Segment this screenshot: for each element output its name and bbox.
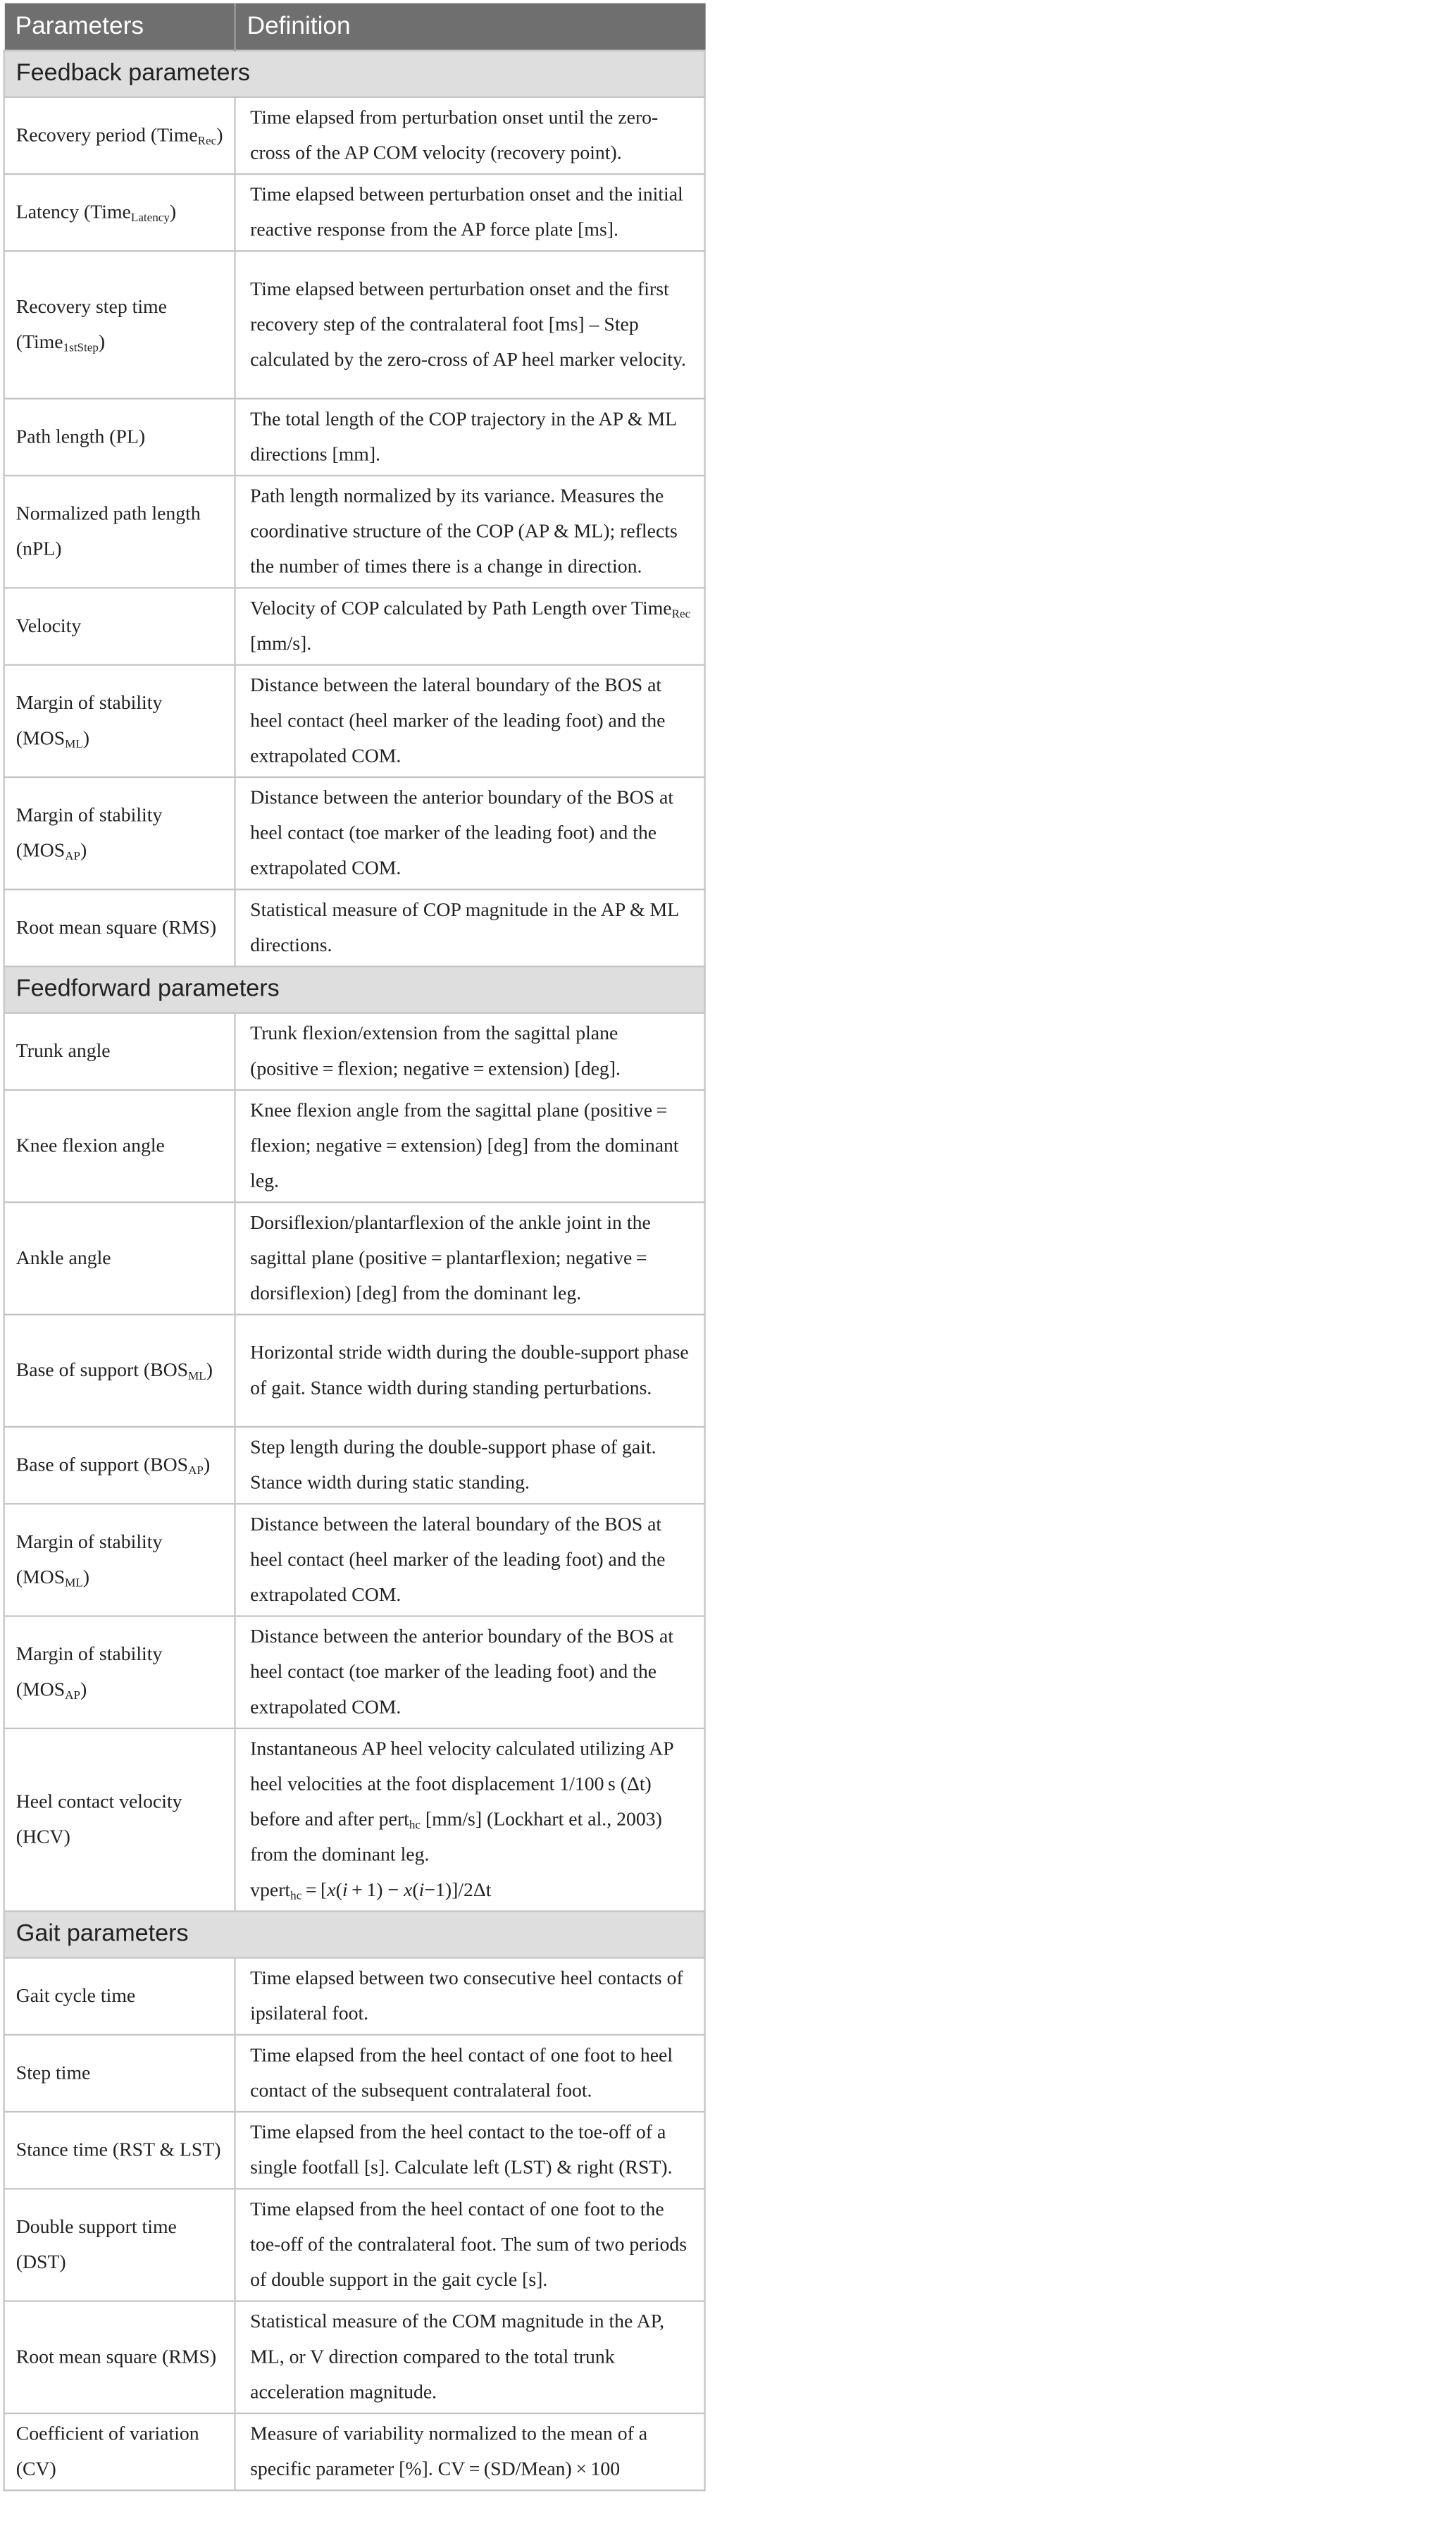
parameter-name: Stance time (RST & LST) [4,2112,235,2189]
parameter-definition: Distance between the anterior boundary of the BOS at heel contact (toe marker of the leading foot) and the extrapolated COM. [235,777,705,889]
table-row [4,665,705,777]
parameter-name: Ankle angle [4,1202,235,1314]
parameter-definition: Knee flexion angle from the sagittal plane (positive = flexion; negative = extension) [deg] from the dominant leg. [235,1090,705,1202]
parameter-definition: Distance between the lateral boundary of the BOS at heel contact (heel marker of the leading foot) and the extrapolated COM. [235,665,705,777]
section-gait [4,1911,705,1957]
parameter-name: Root mean square (RMS) [4,889,235,966]
parameter-name: Margin of stability $(MOS_{AP})$ [4,777,235,889]
parameter-definition: Time elapsed between perturbation onset and the first recovery step of the contralateral foot [ms] – Step calculated by the zero-cross of AP heel marker velocity. [235,251,705,398]
table-row [4,2189,705,2301]
parameter-definition: Distance between the anterior boundary of the BOS at heel contact (toe marker of the leading foot) and the extrapolated COM. [235,1616,705,1728]
parameter-definition: Dorsiflexion/plantarflexion of the ankle joint in the sagittal plane (positive = plantarflexion; negative = dorsiflexion) [deg] from the dominant leg. [235,1202,705,1314]
parameter-name: Step time [4,2035,235,2112]
table-header-row [4,4,705,51]
parameter-definition: Distance between the lateral boundary of the BOS at heel contact (heel marker of the leading foot) and the extrapolated COM. [235,1504,705,1616]
table-row [4,889,705,966]
parameter-definition: Trunk flexion/extension from the sagittal plane (positive = flexion; negative = extension) [deg]. [235,1013,705,1090]
table-row [4,399,705,476]
parameter-name: Path length (PL) [4,399,235,476]
table-row [4,476,705,588]
parameter-name: Heel contact velocity (HCV) [4,1728,235,1912]
table-row [4,2035,705,2112]
table-row [4,2413,705,2490]
table-row [4,1616,705,1728]
parameter-definition: Time elapsed from the heel contact of one foot to the toe-off of the contralateral foot. The sum of two periods of double support in the gait cycle [s]. [235,2189,705,2301]
parameter-definition: Time elapsed between two consecutive heel contacts of ipsilateral foot. [235,1957,705,2034]
parameter-name: Recovery period (Time$_{Rec}$) [4,97,235,174]
parameter-definition: Statistical measure of the COM magnitude in the AP, ML, or V direction compared to the total trunk acceleration magnitude. [235,2301,705,2413]
parameter-name: Recovery step time (Time$_{1stStep}$) [4,251,235,398]
table-row [4,97,705,174]
table-row [4,174,705,251]
parameter-name: Base of support $(BOS_{ML})$ [4,1315,235,1427]
hcv-formula: vpert$_{hc}$ = [x(i + 1) − x(i−1)]/2Δt [250,1878,492,1902]
table-row [4,588,705,664]
table-row [4,2112,705,2189]
parameter-definition: Path length normalized by its variance. Measures the coordinative structure of the COP (AP & ML); reflects the number of times there is a change in direction. [235,476,705,588]
table-row [4,1427,705,1504]
parameter-name: Velocity [4,588,235,664]
parameter-definition: Measure of variability normalized to the mean of a specific parameter [%]. CV = (SD/Mean) × 100 [235,2413,705,2490]
parameter-definition: Time elapsed from the heel contact to the toe-off of a single footfall [s]. Calculate left (LST) & right (RST). [235,2112,705,2189]
parameter-definition: Step length during the double-support phase of gait. Stance width during static standing. [235,1427,705,1504]
parameter-name: Latency (Time$_{Latency}$) [4,174,235,251]
parameter-name: Normalized path length (nPL) [4,476,235,588]
parameter-name: Base of support $(BOS_{AP})$ [4,1427,235,1504]
table-row [4,1957,705,2034]
parameter-name: Margin of stability $(MOS_{ML})$ [4,665,235,777]
parameter-definition: Statistical measure of COP magnitude in the AP & ML directions. [235,889,705,966]
parameter-name: Trunk angle [4,1013,235,1090]
section-feedback [4,51,705,97]
section-title: Gait parameters [4,1911,705,1957]
table-row [4,1315,705,1427]
parameter-name: Double support time (DST) [4,2189,235,2301]
parameter-name: Margin of stability $(MOS_{ML})$ [4,1504,235,1616]
parameters-table [4,4,706,2492]
header-parameters: Parameters [4,4,235,51]
parameter-definition: Time elapsed from perturbation onset until the zero-cross of the AP COM velocity (recovery point). [235,97,705,174]
table-row [4,1202,705,1314]
table-row [4,1090,705,1202]
parameter-name: Gait cycle time [4,1957,235,2034]
section-title: Feedback parameters [4,51,705,97]
table-row [4,1728,705,1912]
section-title: Feedforward parameters [4,967,705,1013]
table-row [4,1504,705,1616]
parameter-definition: Time elapsed between perturbation onset and the initial reactive response from the AP force plate [ms]. [235,174,705,251]
parameter-name: Knee flexion angle [4,1090,235,1202]
parameter-definition: Time elapsed from the heel contact of one foot to heel contact of the subsequent contralateral foot. [235,2035,705,2112]
parameter-definition: The total length of the COP trajectory in the AP & ML directions [mm]. [235,399,705,476]
table-row [4,251,705,398]
table-row [4,2301,705,2413]
parameter-definition: Horizontal stride width during the double-support phase of gait. Stance width during standing perturbations. [235,1315,705,1427]
section-feedforward [4,967,705,1013]
parameter-definition: Instantaneous AP heel velocity calculated utilizing AP heel velocities at the foot displacement 1/100 s (Δt) before and after pert$_{hc}$ [mm/s] (Lockhart et al., 2003) from the dominant leg. vpert$_{hc}$ = [x(i + 1) − x(i−1)]/2Δt [235,1728,705,1912]
parameter-definition: Velocity of COP calculated by Path Length over Time$_{Rec}$ [mm/s]. [235,588,705,664]
table-row [4,1013,705,1090]
header-definition: Definition [235,4,705,51]
parameter-name: Root mean square (RMS) [4,2301,235,2413]
parameter-name: Coefficient of variation (CV) [4,2413,235,2490]
table-row [4,777,705,889]
parameter-name: Margin of stability $(MOS_{AP})$ [4,1616,235,1728]
